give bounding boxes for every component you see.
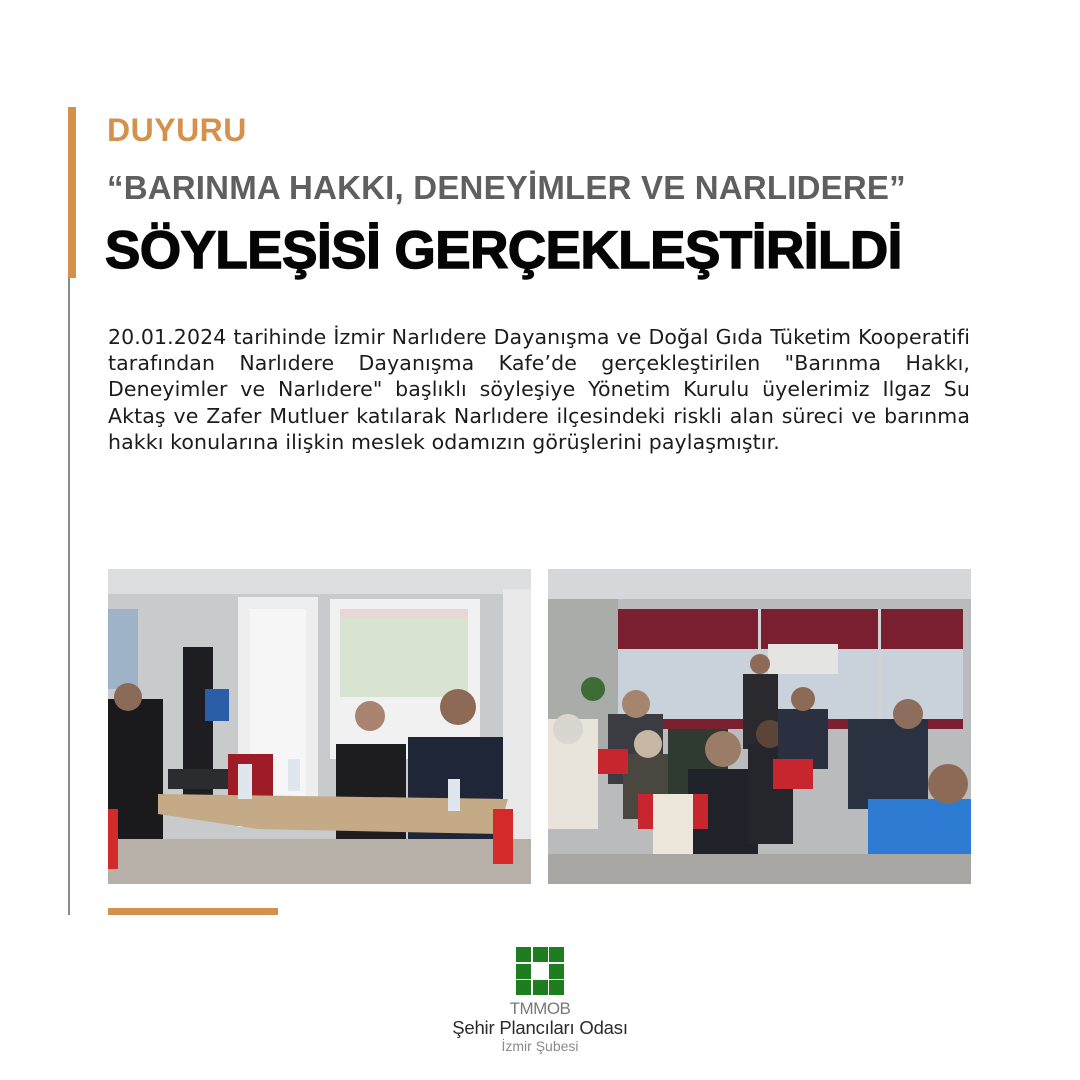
logo-branch-name: İzmir Şubesi <box>501 1038 579 1054</box>
announcement-body: 20.01.2024 tarihinde İzmir Narlıdere Dayanışma ve Doğal Gıda Tüketim Kooperatifi tarafından Narlıdere Dayanışma Kafe’de gerçekleştirilen "Barınma Hakkı, Deneyimler ve Narlıdere" başlıklı söyleşiye Yönetim Kurulu üyelerimiz Ilgaz Su Aktaş ve Zafer Mutluer katılarak Narlıdere ilçesindeki riskli alan süreci ve barınma hakkı konularına ilişkin meslek odamızın görüşlerini paylaşmıştır. <box>108 325 970 454</box>
logo-cell <box>549 964 564 979</box>
logo-cell <box>533 947 548 962</box>
logo-org-name: TMMOB <box>509 999 571 1018</box>
announcement-kicker: DUYURU <box>107 112 247 148</box>
audience-photo-illustration <box>548 569 971 884</box>
announcement-subtitle: “BARINMA HAKKI, DENEYİMLER VE NARLIDERE” <box>107 169 906 206</box>
logo-cell-empty <box>533 964 548 979</box>
accent-bar-vertical <box>68 107 76 278</box>
event-photo-speakers <box>108 569 531 884</box>
logo-cell <box>533 980 548 995</box>
event-photo-audience <box>548 569 971 884</box>
logo-cell <box>516 980 531 995</box>
logo-cell <box>549 947 564 962</box>
logo-cell <box>516 947 531 962</box>
guide-line-vertical <box>68 278 70 915</box>
footer-logo <box>440 945 640 1060</box>
logo-grid-icon <box>516 947 564 995</box>
speakers-photo-illustration <box>108 569 531 884</box>
announcement-title: SÖYLEŞİSİ GERÇEKLEŞTİRİLDİ <box>105 221 902 280</box>
logo-cell <box>516 964 531 979</box>
logo-cell <box>549 980 564 995</box>
accent-bar-bottom <box>108 908 278 915</box>
logo-chamber-name: Şehir Plancıları Odası <box>452 1017 628 1038</box>
